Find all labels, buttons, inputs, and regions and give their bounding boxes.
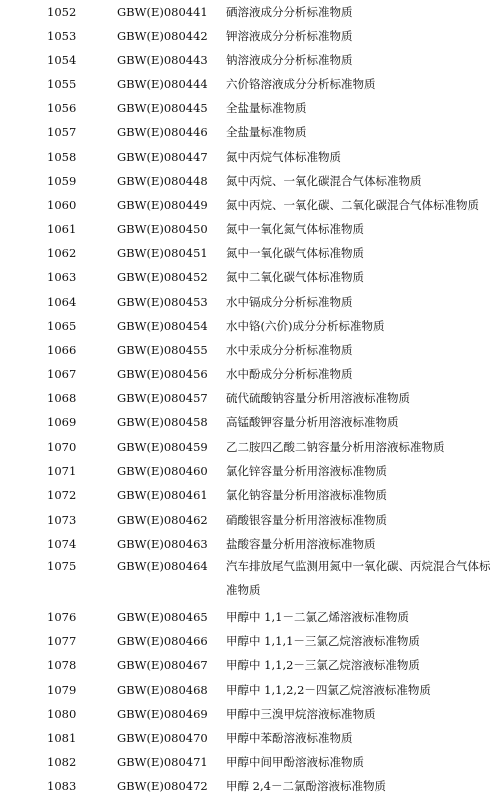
row-number: 1056 [47, 101, 77, 115]
table-row [0, 459, 500, 483]
table-row [0, 774, 500, 798]
catalog-code: GBW(E)080442 [117, 29, 208, 43]
catalog-code: GBW(E)080461 [117, 488, 208, 502]
row-number: 1053 [47, 29, 77, 43]
table-row [0, 410, 500, 434]
catalog-code: GBW(E)080463 [117, 537, 208, 551]
catalog-code: GBW(E)080454 [117, 319, 208, 333]
material-name: 甲醇中 1,1,1－三氯乙烷溶液标准物质 [226, 634, 420, 648]
row-number: 1062 [47, 246, 77, 260]
row-number: 1073 [47, 513, 77, 527]
row-number: 1060 [47, 198, 77, 212]
catalog-code: GBW(E)080468 [117, 683, 208, 697]
catalog-code: GBW(E)080472 [117, 779, 208, 793]
table-row [0, 120, 500, 144]
material-name: 钠溶液成分分析标准物质 [226, 53, 353, 67]
table-row [0, 750, 500, 774]
row-number: 1054 [47, 53, 77, 67]
catalog-code: GBW(E)080466 [117, 634, 208, 648]
material-name: 水中酚成分分析标准物质 [226, 367, 353, 381]
table-row [0, 678, 500, 702]
row-number: 1071 [47, 464, 77, 478]
catalog-code: GBW(E)080458 [117, 415, 208, 429]
table-row [0, 48, 500, 72]
table-row [0, 554, 500, 578]
catalog-code: GBW(E)080460 [117, 464, 208, 478]
row-number: 1066 [47, 343, 77, 357]
row-number: 1080 [47, 707, 77, 721]
catalog-code: GBW(E)080449 [117, 198, 208, 212]
material-name: 甲醇中间甲酚溶液标准物质 [226, 755, 364, 769]
material-name: 水中铬(六价)成分分析标准物质 [226, 319, 385, 333]
table-row [0, 217, 500, 241]
catalog-code: GBW(E)080467 [117, 658, 208, 672]
material-name: 氯化锌容量分析用溶液标准物质 [226, 464, 387, 478]
row-number: 1052 [47, 5, 77, 19]
catalog-code: GBW(E)080470 [117, 731, 208, 745]
table-row [0, 241, 500, 265]
table-row [0, 145, 500, 169]
material-name: 氮中一氧化氮气体标准物质 [226, 222, 364, 236]
catalog-code: GBW(E)080444 [117, 77, 208, 91]
table-row [0, 265, 500, 289]
catalog-code: GBW(E)080447 [117, 150, 208, 164]
material-name: 氮中二氧化碳气体标准物质 [226, 270, 364, 284]
table-row [0, 290, 500, 314]
row-number: 1081 [47, 731, 77, 745]
material-name: 硝酸银容量分析用溶液标准物质 [226, 513, 387, 527]
table-row [0, 386, 500, 410]
table-row [0, 24, 500, 48]
material-name-continuation: 准物质 [226, 583, 261, 597]
table-row [0, 338, 500, 362]
row-number: 1070 [47, 440, 77, 454]
material-name: 钾溶液成分分析标准物质 [226, 29, 353, 43]
catalog-code: GBW(E)080448 [117, 174, 208, 188]
catalog-code: GBW(E)080443 [117, 53, 208, 67]
material-name: 全盐量标准物质 [226, 101, 307, 115]
material-name: 硫代硫酸钠容量分析用溶液标准物质 [226, 391, 410, 405]
row-number: 1067 [47, 367, 77, 381]
material-name: 氮中丙烷、一氧化碳、二氧化碳混合气体标准物质 [226, 198, 479, 212]
catalog-code: GBW(E)080452 [117, 270, 208, 284]
material-name: 水中镉成分分析标准物质 [226, 295, 353, 309]
table-row [0, 726, 500, 750]
catalog-code: GBW(E)080455 [117, 343, 208, 357]
material-name: 硒溶液成分分析标准物质 [226, 5, 353, 19]
row-number: 1083 [47, 779, 77, 793]
row-number: 1077 [47, 634, 77, 648]
row-number: 1072 [47, 488, 77, 502]
catalog-code: GBW(E)080457 [117, 391, 208, 405]
row-number: 1061 [47, 222, 77, 236]
row-number: 1065 [47, 319, 77, 333]
catalog-code: GBW(E)080471 [117, 755, 208, 769]
row-number: 1078 [47, 658, 77, 672]
table-row [0, 653, 500, 677]
catalog-code: GBW(E)080445 [117, 101, 208, 115]
row-number: 1082 [47, 755, 77, 769]
row-number: 1059 [47, 174, 77, 188]
material-name: 甲醇中 1,1,2,2－四氯乙烷溶液标准物质 [226, 683, 431, 697]
row-number: 1076 [47, 610, 77, 624]
row-number: 1074 [47, 537, 77, 551]
catalog-code: GBW(E)080456 [117, 367, 208, 381]
table-row [0, 435, 500, 459]
row-number: 1063 [47, 270, 77, 284]
catalog-code: GBW(E)080462 [117, 513, 208, 527]
row-number: 1075 [47, 559, 77, 573]
table-row [0, 702, 500, 726]
catalog-code: GBW(E)080459 [117, 440, 208, 454]
material-name: 高锰酸钾容量分析用溶液标准物质 [226, 415, 399, 429]
material-name: 乙二胺四乙酸二钠容量分析用溶液标准物质 [226, 440, 445, 454]
material-name: 甲醇中苯酚溶液标准物质 [226, 731, 353, 745]
table-row [0, 0, 500, 24]
material-name: 六价铬溶液成分分析标准物质 [226, 77, 376, 91]
row-number: 1055 [47, 77, 77, 91]
material-name: 水中汞成分分析标准物质 [226, 343, 353, 357]
material-name: 甲醇中三溴甲烷溶液标准物质 [226, 707, 376, 721]
material-name: 氮中丙烷气体标准物质 [226, 150, 341, 164]
table-row [0, 362, 500, 386]
table-row [0, 96, 500, 120]
material-name: 全盐量标准物质 [226, 125, 307, 139]
table-row [0, 72, 500, 96]
row-number: 1069 [47, 415, 77, 429]
catalog-code: GBW(E)080441 [117, 5, 208, 19]
material-name: 汽车排放尾气监测用氮中一氧化碳、丙烷混合气体标 [226, 559, 491, 573]
row-number: 1057 [47, 125, 77, 139]
row-number: 1079 [47, 683, 77, 697]
table-row [0, 193, 500, 217]
material-name: 甲醇中 1,1－二氯乙烯溶液标准物质 [226, 610, 409, 624]
material-name: 氮中丙烷、一氧化碳混合气体标准物质 [226, 174, 422, 188]
table-row [0, 629, 500, 653]
table-row [0, 532, 500, 556]
table-row [0, 508, 500, 532]
catalog-code: GBW(E)080450 [117, 222, 208, 236]
material-name: 氯化钠容量分析用溶液标准物质 [226, 488, 387, 502]
catalog-code: GBW(E)080465 [117, 610, 208, 624]
catalog-code: GBW(E)080451 [117, 246, 208, 260]
catalog-code: GBW(E)080446 [117, 125, 208, 139]
material-name: 氮中一氧化碳气体标准物质 [226, 246, 364, 260]
material-name: 甲醇中 1,1,2－三氯乙烷溶液标准物质 [226, 658, 420, 672]
material-name: 盐酸容量分析用溶液标准物质 [226, 537, 376, 551]
row-number: 1068 [47, 391, 77, 405]
row-number: 1064 [47, 295, 77, 309]
table-row [0, 169, 500, 193]
catalog-code: GBW(E)080469 [117, 707, 208, 721]
table-row [0, 483, 500, 507]
table-row [0, 314, 500, 338]
row-number: 1058 [47, 150, 77, 164]
catalog-code: GBW(E)080453 [117, 295, 208, 309]
material-name: 甲醇 2,4－二氯酚溶液标准物质 [226, 779, 386, 793]
table-row [0, 605, 500, 629]
catalog-code: GBW(E)080464 [117, 559, 208, 573]
